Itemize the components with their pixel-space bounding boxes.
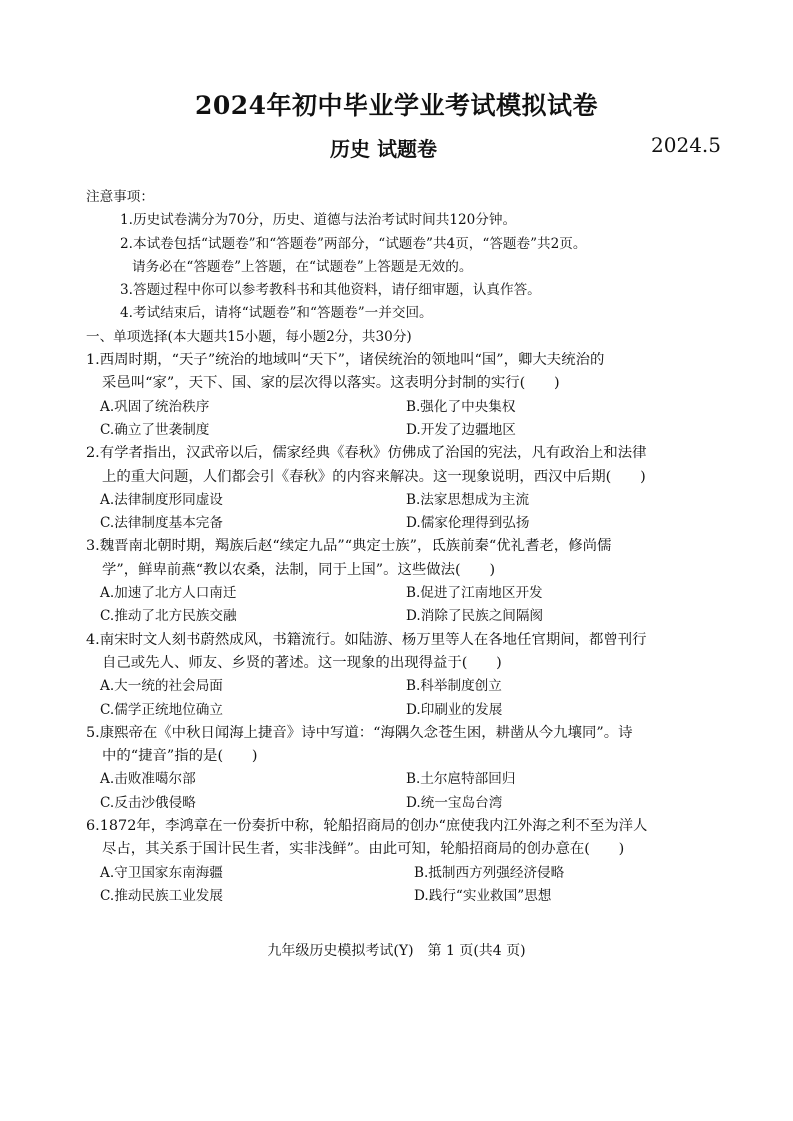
option-row — [86, 862, 736, 885]
notice-item: 请务必在“答题卷”上答题，在“试题卷”上答题是无效的。 — [132, 258, 473, 275]
option-b: B.促进了江南地区开发 — [406, 585, 543, 602]
question-line: 中的“捷音”指的是( ) — [102, 748, 258, 765]
option-row — [86, 396, 736, 419]
option-a: A.法律制度形同虚设 — [100, 491, 223, 508]
question-4 — [86, 629, 736, 722]
notice-item: 1.历史试卷满分为70分，历史、道德与法治考试时间共120分钟。 — [120, 212, 517, 229]
option-c: C.确立了世袭制度 — [100, 421, 210, 438]
question-2 — [86, 442, 736, 535]
question-6 — [86, 815, 736, 908]
question-line: 自己或先人、师友、乡贤的著述。这一现象的出现得益于( ) — [102, 654, 502, 671]
question-5 — [86, 722, 736, 815]
question-line: 5.康熙帝在《中秋日闻海上捷音》诗中写道：“海隅久念苍生困，耕凿从今九壤同”。诗 — [86, 724, 633, 741]
option-row — [86, 419, 736, 442]
option-c: C.推动了北方民族交融 — [100, 608, 237, 625]
option-row — [86, 605, 736, 628]
exam-date: 2024.5 — [651, 133, 721, 157]
exam-title: 2024年初中毕业学业考试模拟试卷 — [194, 91, 599, 120]
question-line: 采邑叫“家”，天下、国、家的层次得以落实。这表明分封制的实行( ) — [102, 375, 560, 392]
option-a: A.加速了北方人口南迁 — [100, 585, 237, 602]
question-line: 学”，鲜卑前燕“教以农桑，法制，同于上国”。这些做法( ) — [102, 561, 496, 578]
option-d: D.统一宝岛台湾 — [406, 794, 503, 811]
option-row — [86, 582, 736, 605]
exam-content — [86, 186, 736, 908]
option-b: B.科举制度创立 — [406, 678, 502, 695]
option-d: D.开发了边疆地区 — [406, 421, 516, 438]
option-c: C.儒学正统地位确立 — [100, 701, 223, 718]
page-footer: 九年级历史模拟考试(Y) 第 1 页(共4 页) — [267, 943, 526, 959]
question-line: 尽占，其关系于国计民生者，实非浅鲜”。由此可知，轮船招商局的创办意在( ) — [102, 841, 625, 858]
question-line: 1.西周时期，“天子”统治的地域叫“天下”，诸侯统治的领地叫“国”，卿大夫统治的 — [86, 352, 605, 369]
option-row — [86, 768, 736, 791]
notice-item: 4.考试结束后，请将“试题卷”和“答题卷”一并交回。 — [120, 305, 433, 322]
option-a: A.巩固了统治秩序 — [100, 398, 210, 415]
option-b: B.强化了中央集权 — [406, 398, 516, 415]
notice-item: 2.本试卷包括“试题卷”和“答题卷”两部分，“试题卷”共4页，“答题卷”共2页。 — [120, 235, 587, 252]
option-row — [86, 512, 736, 535]
option-c: C.法律制度基本完备 — [100, 515, 223, 532]
exam-subtitle: 历史 试题卷 — [330, 137, 437, 161]
notice-item: 3.答题过程中你可以参考教科书和其他资料，请仔细审题，认真作答。 — [120, 282, 541, 299]
option-b: B.抵制西方列强经济侵略 — [414, 864, 565, 881]
option-row — [86, 885, 736, 908]
option-row — [86, 489, 736, 512]
question-3 — [86, 535, 736, 628]
option-row — [86, 792, 736, 815]
option-row — [86, 675, 736, 698]
option-row — [86, 699, 736, 722]
section-heading: 一、单项选择(本大题共15小题，每小题2分，共30分) — [86, 328, 412, 345]
option-a: A.大一统的社会局面 — [100, 678, 223, 695]
option-d: D.儒家伦理得到弘扬 — [406, 515, 530, 532]
option-d: D.印刷业的发展 — [406, 701, 503, 718]
question-line: 4.南宋时文人刻书蔚然成风，书籍流行。如陆游、杨万里等人在各地任官期间，都曾刊行 — [86, 631, 647, 648]
question-line: 2.有学者指出，汉武帝以后，儒家经典《春秋》仿佛成了治国的宪法，凡有政治上和法律 — [86, 445, 647, 462]
question-line: 3.魏晋南北朝时期，羯族后赵“续定九品”“典定士族”，氐族前秦“优礼耆老，修尚儒 — [86, 538, 612, 555]
question-1 — [86, 349, 736, 442]
subtitle-row — [0, 133, 793, 163]
option-b: B.土尔扈特部回归 — [406, 771, 516, 788]
option-d: D.消除了民族之间隔阂 — [406, 608, 544, 625]
option-a: A.击败准噶尔部 — [100, 771, 196, 788]
question-line: 上的重大问题，人们都会引《春秋》的内容来解决。这一现象说明，西汉中后期( ) — [102, 468, 646, 485]
option-c: C.推动民族工业发展 — [100, 887, 223, 904]
option-d: D.践行“实业救国”思想 — [414, 887, 552, 904]
question-line: 6.1872年，李鸿章在一份奏折中称，轮船招商局的创办“庶使我内江外海之利不至为洋人 — [86, 818, 648, 835]
option-b: B.法家思想成为主流 — [406, 491, 530, 508]
option-a: A.守卫国家东南海疆 — [100, 864, 223, 881]
option-c: C.反击沙俄侵略 — [100, 794, 196, 811]
notice-heading: 注意事项： — [86, 189, 154, 205]
